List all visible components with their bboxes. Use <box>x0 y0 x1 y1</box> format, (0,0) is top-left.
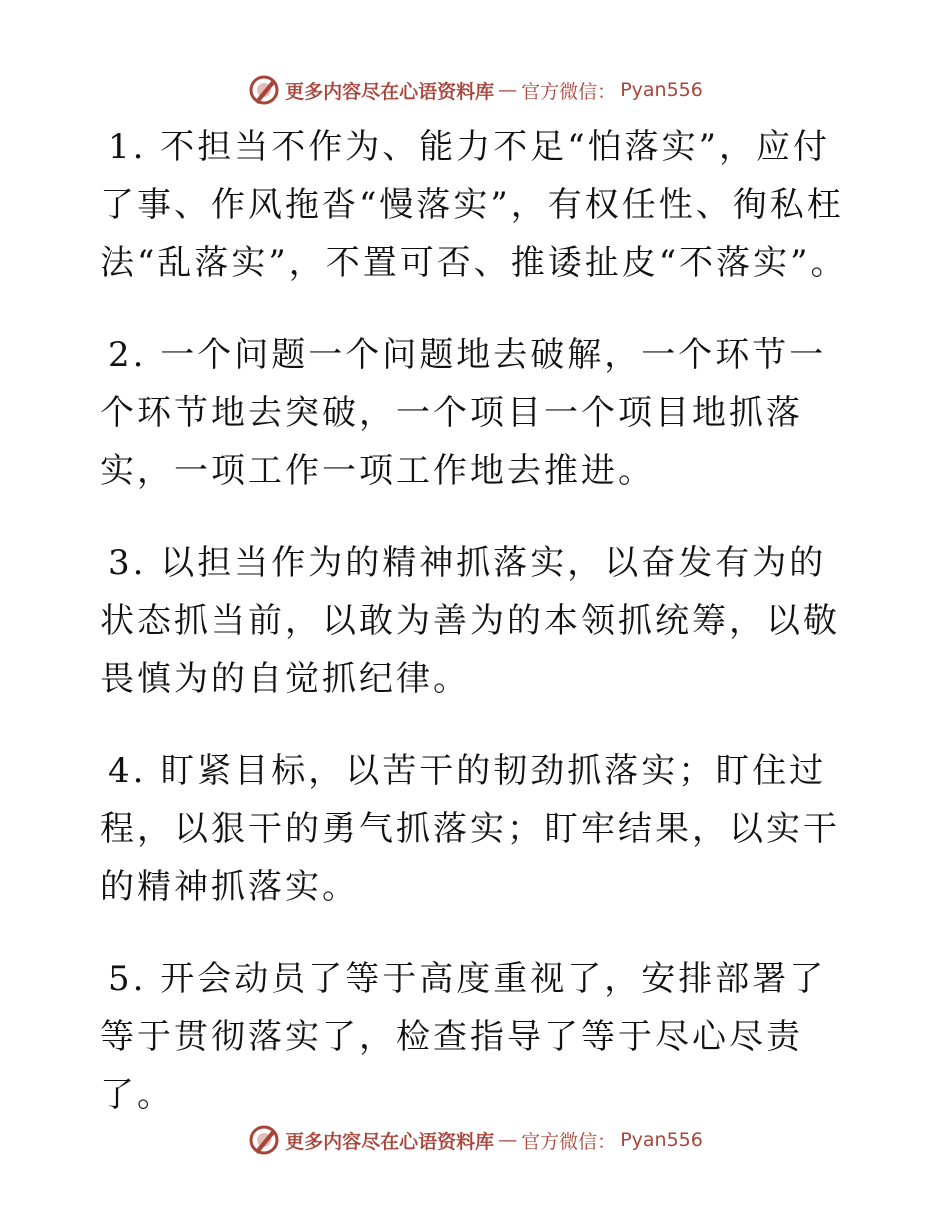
list-item-2: 2. 一个问题一个问题地去破解，一个环节一个环节地去突破，一个项目一个项目地抓落实，一项工作一项工作地去推进。 <box>100 335 827 491</box>
watermark-wechat-label: 官方微信： <box>521 1130 617 1153</box>
quill-logo-icon <box>247 1123 281 1157</box>
list-item-5: 5. 开会动员了等于高度重视了，安排部署了等于贯彻落实了，检查指导了等于尽心尽责了。 <box>100 959 827 1115</box>
quill-logo-icon <box>247 73 281 107</box>
watermark-site-text: 更多内容尽在心语资料库 <box>285 80 495 103</box>
watermark-wechat-id: Pyan556 <box>620 1129 703 1151</box>
watermark-separator: — <box>498 1129 518 1151</box>
list-item-1: 1. 不担当不作为、能力不足“怕落实”，应付了事、作风拖沓“慢落实”，有权任性、徇私枉法“乱落实”，不置可否、推诿扯皮“不落实”。 <box>100 127 848 283</box>
watermark-site-text: 更多内容尽在心语资料库 <box>285 1130 495 1153</box>
watermark-separator: — <box>498 79 518 101</box>
watermark-wechat-id: Pyan556 <box>620 79 703 101</box>
list-item-3: 3. 以担当作为的精神抓落实，以奋发有为的状态抓当前，以敢为善为的本领抓统筹，以敬畏慎为的自觉抓纪律。 <box>100 543 840 699</box>
watermark-wechat-label: 官方微信： <box>521 80 617 103</box>
header-watermark <box>0 70 950 110</box>
footer-watermark <box>0 1120 950 1160</box>
list-item-4: 4. 盯紧目标，以苦干的韧劲抓落实；盯住过程，以狠干的勇气抓落实；盯牢结果，以实干的精神抓落实。 <box>100 751 840 907</box>
document-body <box>100 118 860 1144</box>
